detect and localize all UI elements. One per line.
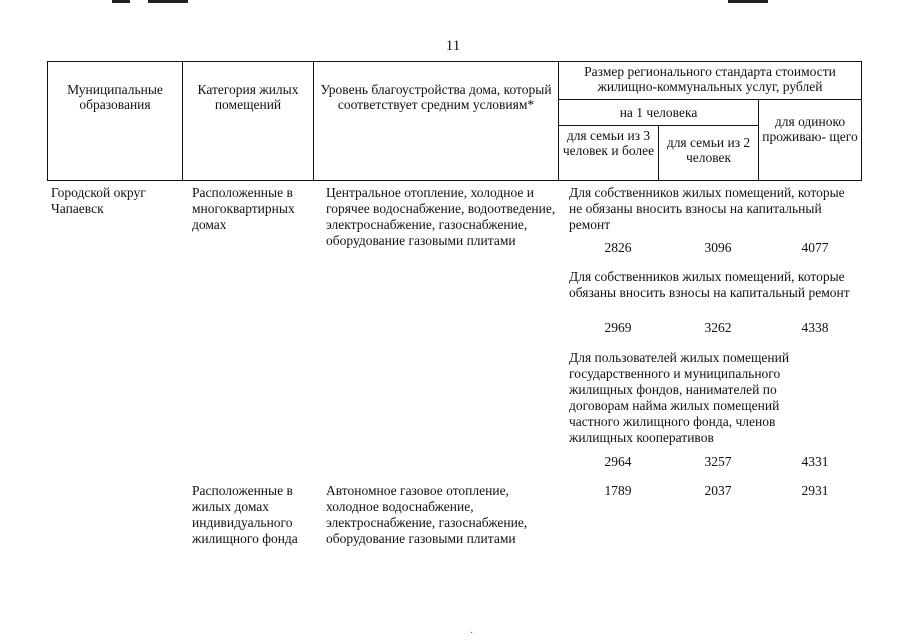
header-municipal: Муниципальные образования — [48, 62, 183, 181]
row1-group2-single: 4338 — [801, 320, 829, 335]
row1-group1-single: 4077 — [801, 240, 829, 255]
row1-group1-family2: 3096 — [704, 240, 732, 255]
row2-single: 2931 — [801, 483, 829, 498]
row1-group3-label: Для пользователей жилых помещений государственного и муниципального жилищных фондов, нанимателей по договорам найма жилых помещений частного жилищного фонда, членов жилищных кооперативов — [569, 350, 790, 445]
row1-level: Центральное отопление, холодное и горячее водоснабжение, водоотведение, электроснабжение, газоснабжение, оборудование газовыми плитами — [326, 185, 556, 248]
row1-group2-family2: 3262 — [704, 320, 732, 335]
row1-group1-label: Для собственников жилых помещений, которые не обязаны вносить взносы на капитальный ремонт — [569, 185, 845, 232]
row1-group1-family3: 2826 — [604, 240, 632, 255]
page-number: 11 — [445, 38, 461, 54]
header-category: Категория жилых помещений — [183, 62, 314, 181]
row1-category: Расположенные в многоквартирных домах — [192, 185, 295, 232]
scan-mark-right — [728, 0, 768, 3]
row2-family2: 2037 — [704, 483, 732, 498]
header-single: для одиноко проживаю- щего — [759, 100, 862, 181]
row1-group3-family2: 3257 — [704, 454, 732, 469]
municipality-name: Городской округ Чапаевск — [51, 185, 146, 216]
scan-mark-left — [112, 0, 130, 3]
row2-category: Расположенные в жилых домах индивидуального жилищного фонда — [192, 483, 298, 546]
header-standard: Размер регионального стандарта стоимости жилищно-коммунальных услуг, рублей — [559, 62, 862, 100]
row1-group2-family3: 2969 — [604, 320, 632, 335]
table-header — [47, 61, 862, 181]
row1-group2-label: Для собственников жилых помещений, которые обязаны вносить взносы на капитальный ремонт — [569, 269, 850, 300]
row2-level: Автономное газовое отопление, холодное водоснабжение, электроснабжение, газоснабжение, оборудование газовыми плитами — [326, 483, 528, 546]
scan-mark-mid — [148, 0, 188, 3]
row1-group3-family3: 2964 — [604, 454, 632, 469]
bottom-mark: · — [470, 628, 474, 639]
row2-family3: 1789 — [604, 483, 632, 498]
header-per-person: на 1 человека — [559, 100, 759, 126]
header-family3: для семьи из 3 человек и более — [559, 126, 659, 181]
header-family2: для семьи из 2 человек — [659, 126, 759, 181]
header-level: Уровень благоустройства дома, который соответствует средним условиям* — [314, 62, 559, 181]
row1-group3-single: 4331 — [801, 454, 829, 469]
